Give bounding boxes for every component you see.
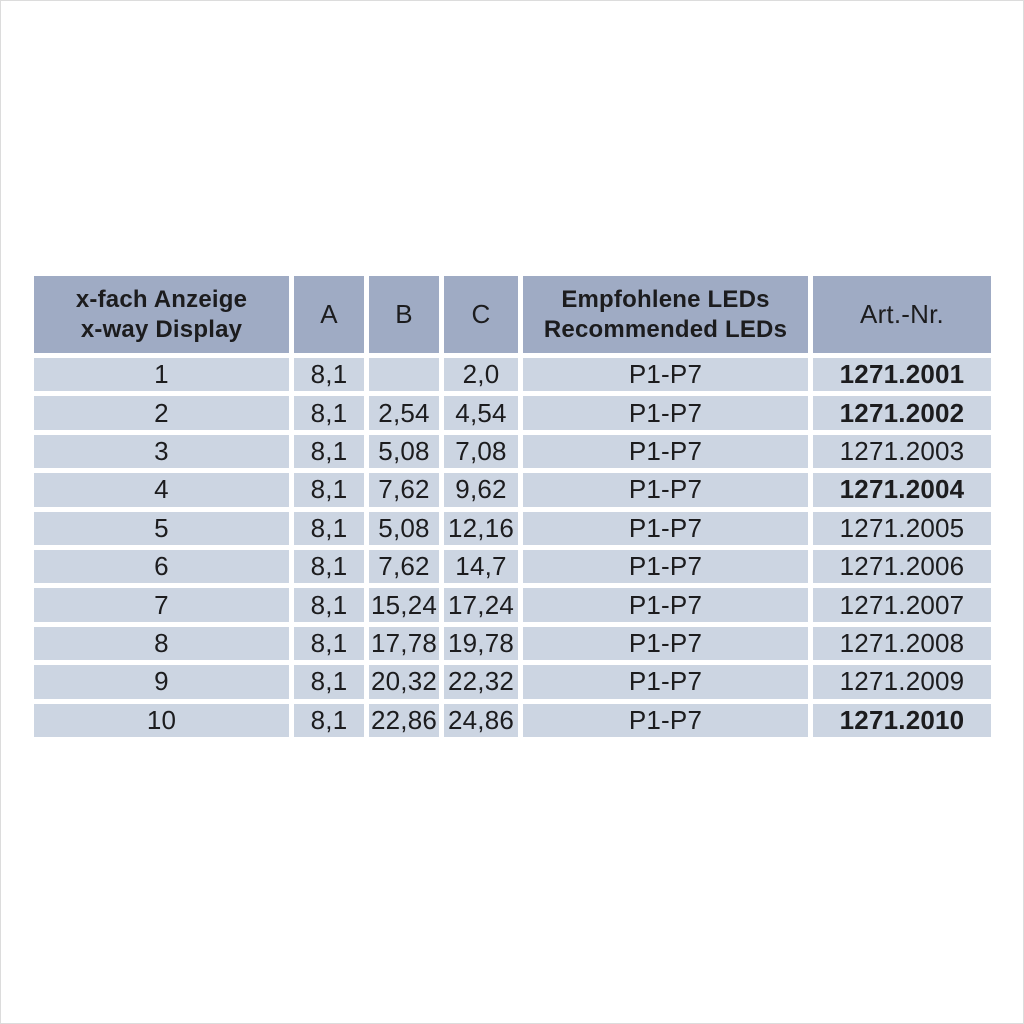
cell-display-count: 7: [34, 588, 289, 621]
cell-display-count: 1: [34, 358, 289, 391]
cell-dim-b: 22,86: [369, 704, 439, 737]
cell-dim-b: 7,62: [369, 473, 439, 506]
cell-dim-a: 8,1: [294, 704, 364, 737]
cell-article-number: 1271.2002: [813, 396, 991, 429]
cell-dim-a: 8,1: [294, 396, 364, 429]
header-recommended-leds-en: Recommended LEDs: [543, 315, 788, 343]
cell-dim-b: 20,32: [369, 665, 439, 698]
header-dim-b: B: [369, 276, 439, 353]
cell-dim-a: 8,1: [294, 627, 364, 660]
cell-display-count: 8: [34, 627, 289, 660]
cell-display-count: 3: [34, 435, 289, 468]
cell-dim-b: [369, 358, 439, 391]
cell-leds: P1-P7: [523, 396, 808, 429]
cell-dim-c: 14,7: [444, 550, 518, 583]
cell-dim-c: 22,32: [444, 665, 518, 698]
header-article-number: Art.-Nr.: [813, 276, 991, 353]
cell-leds: P1-P7: [523, 627, 808, 660]
cell-dim-b: 5,08: [369, 435, 439, 468]
cell-leds: P1-P7: [523, 358, 808, 391]
cell-dim-a: 8,1: [294, 435, 364, 468]
cell-article-number: 1271.2009: [813, 665, 991, 698]
cell-article-number: 1271.2010: [813, 704, 991, 737]
cell-leds: P1-P7: [523, 665, 808, 698]
cell-display-count: 2: [34, 396, 289, 429]
cell-dim-b: 7,62: [369, 550, 439, 583]
cell-dim-a: 8,1: [294, 588, 364, 621]
header-dim-c: C: [444, 276, 518, 353]
cell-article-number: 1271.2003: [813, 435, 991, 468]
cell-dim-a: 8,1: [294, 358, 364, 391]
cell-display-count: 10: [34, 704, 289, 737]
cell-article-number: 1271.2008: [813, 627, 991, 660]
cell-leds: P1-P7: [523, 704, 808, 737]
cell-leds: P1-P7: [523, 512, 808, 545]
cell-dim-c: 4,54: [444, 396, 518, 429]
cell-dim-c: 24,86: [444, 704, 518, 737]
cell-dim-b: 5,08: [369, 512, 439, 545]
header-recommended-leds-de: Empfohlene LEDs: [561, 286, 770, 314]
cell-dim-c: 9,62: [444, 473, 518, 506]
cell-display-count: 4: [34, 473, 289, 506]
cell-dim-b: 15,24: [369, 588, 439, 621]
cell-leds: P1-P7: [523, 550, 808, 583]
led-display-spec-table: [34, 276, 991, 737]
cell-dim-a: 8,1: [294, 512, 364, 545]
cell-dim-c: 12,16: [444, 512, 518, 545]
cell-dim-a: 8,1: [294, 550, 364, 583]
header-display-count: [34, 276, 289, 353]
cell-leds: P1-P7: [523, 435, 808, 468]
cell-display-count: 6: [34, 550, 289, 583]
cell-dim-a: 8,1: [294, 473, 364, 506]
header-recommended-leds: [523, 276, 808, 353]
header-display-count-en: x-way Display: [80, 315, 243, 343]
cell-display-count: 5: [34, 512, 289, 545]
cell-dim-b: 17,78: [369, 627, 439, 660]
cell-article-number: 1271.2001: [813, 358, 991, 391]
cell-article-number: 1271.2005: [813, 512, 991, 545]
cell-dim-c: 2,0: [444, 358, 518, 391]
cell-article-number: 1271.2006: [813, 550, 991, 583]
cell-dim-c: 7,08: [444, 435, 518, 468]
cell-dim-a: 8,1: [294, 665, 364, 698]
cell-dim-c: 17,24: [444, 588, 518, 621]
cell-leds: P1-P7: [523, 473, 808, 506]
cell-dim-c: 19,78: [444, 627, 518, 660]
header-dim-a: A: [294, 276, 364, 353]
cell-article-number: 1271.2007: [813, 588, 991, 621]
header-display-count-de: x-fach Anzeige: [75, 286, 248, 314]
cell-display-count: 9: [34, 665, 289, 698]
cell-article-number: 1271.2004: [813, 473, 991, 506]
cell-leds: P1-P7: [523, 588, 808, 621]
cell-dim-b: 2,54: [369, 396, 439, 429]
